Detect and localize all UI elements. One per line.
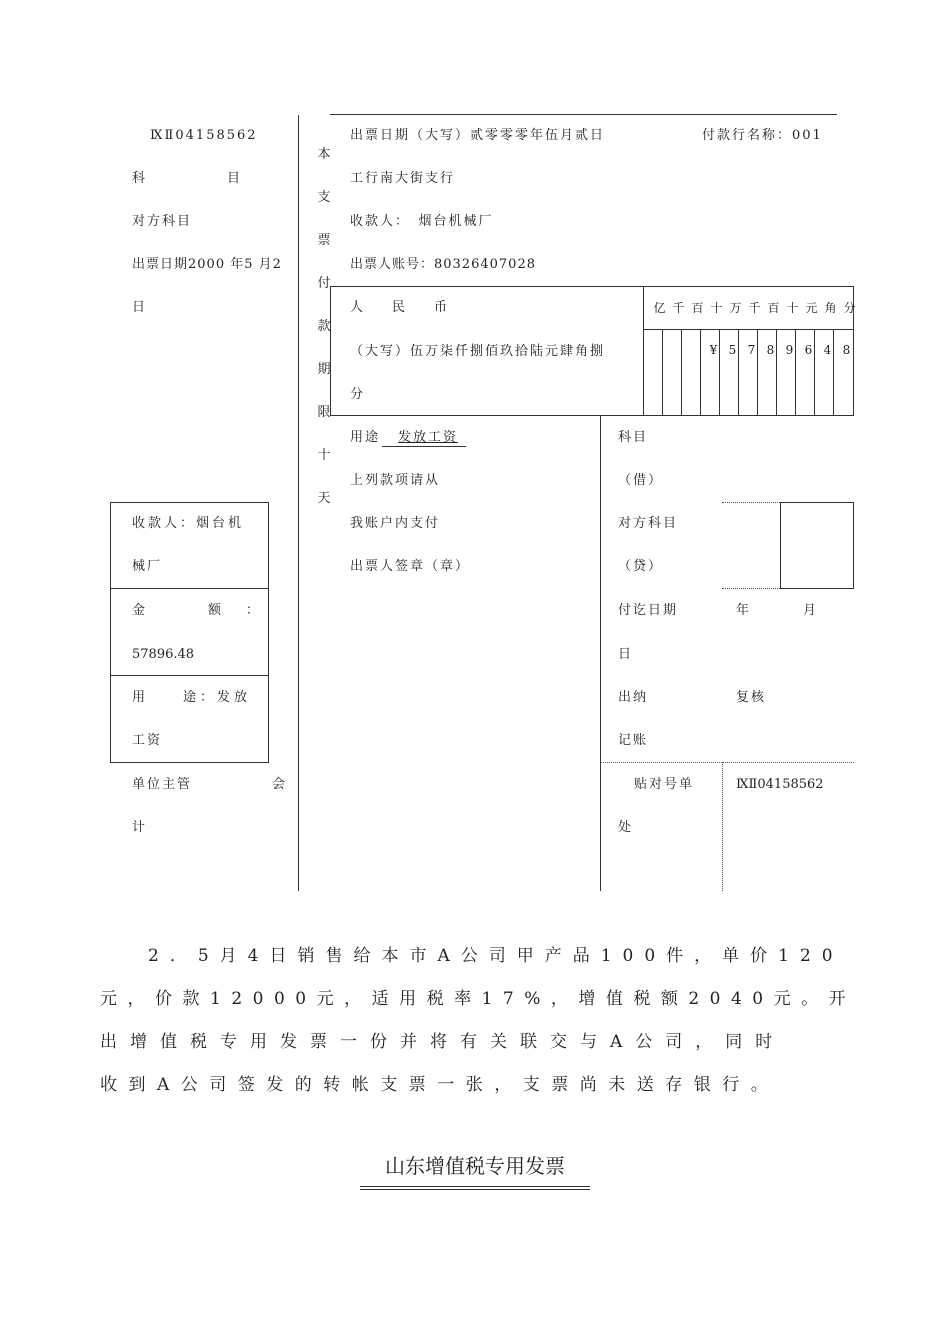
digit-header: 十 xyxy=(710,301,723,315)
dotted-line xyxy=(600,762,854,763)
paragraph-line: 收到A公司签发的转帐支票一张，支票尚未送存银行。 xyxy=(100,1075,780,1095)
purpose-value: 发放工资 xyxy=(398,430,459,445)
stub-amount-value: 57896.48 xyxy=(132,647,195,662)
cashier-label: 出纳 xyxy=(618,690,649,705)
vertical-text-char: 票 xyxy=(317,233,331,248)
title-underline xyxy=(360,1186,590,1187)
pay-instruction: 上列款项请从 xyxy=(350,473,441,488)
stub-payee-cont: 械厂 xyxy=(132,559,163,574)
counter-subject-label: 对方科目 xyxy=(618,516,679,531)
vertical-text-char: 付 xyxy=(317,276,331,291)
stub-accountant: 会 xyxy=(272,777,288,792)
digit-value: ¥ xyxy=(709,343,718,357)
digit-header: 元 xyxy=(805,301,818,315)
vertical-text-char: 十 xyxy=(317,448,331,463)
purpose-label: 用途 xyxy=(350,430,381,445)
digit-value: 4 xyxy=(823,343,832,357)
digit-value: 8 xyxy=(842,343,851,357)
digit-header: 千 xyxy=(748,301,761,315)
digit-value: 5 xyxy=(728,343,737,357)
bank-name: 工行南大街支行 xyxy=(350,171,456,186)
drawer-signature: 出票人签章（章） xyxy=(350,559,471,574)
subject-label: 科目 xyxy=(618,430,649,445)
stub-subject-label: 科 目 xyxy=(132,171,247,186)
cheque-date-uppercase: 出票日期（大写）贰零零零年伍月贰日 xyxy=(350,128,606,143)
cheque-payee: 收款人： 烟台机械厂 xyxy=(350,214,494,229)
purpose-underline xyxy=(382,446,466,447)
amount-in-words-cont: 分 xyxy=(350,387,366,402)
dotted-line xyxy=(722,588,780,589)
stub-accountant-cont: 计 xyxy=(132,820,148,835)
digit-header: 百 xyxy=(691,301,704,315)
stub-counter-subject-label: 对方科目 xyxy=(132,214,193,229)
stub-issue-date-day: 日 xyxy=(132,300,148,315)
stub-code: ⅨⅡ04158562 xyxy=(150,128,258,143)
cheque-code: ⅨⅡ04158562 xyxy=(736,777,824,792)
paid-year-label: 年 xyxy=(736,603,752,618)
stub-separator-line xyxy=(298,115,299,891)
digit-grid-line xyxy=(662,329,663,416)
stub-supervisor: 单位主管 xyxy=(132,777,193,792)
digit-header: 角 xyxy=(824,301,837,315)
pay-instruction-cont: 我账户内支付 xyxy=(350,516,441,531)
stub-divider xyxy=(110,675,269,676)
paragraph-line: 出增值税专用发票一份并将有关联交与A公司，同时 xyxy=(100,1032,786,1052)
paragraph-line: 2．5月4日销售给本市A公司甲产品100件，单价120 xyxy=(148,946,844,966)
review-label: 复核 xyxy=(736,690,767,705)
digit-value: 8 xyxy=(766,343,775,357)
cheque-top-rule xyxy=(330,114,837,115)
bookkeeping-label: 记账 xyxy=(618,733,649,748)
paid-day-label: 日 xyxy=(618,647,634,662)
digit-value: 9 xyxy=(785,343,794,357)
paid-month-label: 月 xyxy=(803,603,819,618)
stub-purpose: 用 途：发放 xyxy=(132,690,252,705)
dotted-line xyxy=(722,762,723,891)
debit-label: （借） xyxy=(618,473,664,488)
stub-payee: 收款人：烟台机 xyxy=(132,516,245,531)
vertical-text-char: 天 xyxy=(317,491,331,506)
digit-header: 百 xyxy=(767,301,780,315)
digit-header: 十 xyxy=(786,301,799,315)
stub-amount-label: 金 额 ： xyxy=(132,603,266,618)
digit-grid-line xyxy=(681,329,682,416)
stub-purpose-cont: 工资 xyxy=(132,733,163,748)
amount-in-words: （大写）伍万柒仟捌佰玖拾陆元肆角捌 xyxy=(350,344,606,359)
right-section-divider xyxy=(600,416,601,891)
invoice-title: 山东增值税专用发票 xyxy=(385,1154,565,1178)
stub-payee-box xyxy=(110,502,269,763)
digit-grid-line xyxy=(700,329,701,416)
vertical-text-char: 款 xyxy=(317,319,331,334)
digit-header: 千 xyxy=(672,301,685,315)
vertical-text-char: 期 xyxy=(317,362,331,377)
vertical-text-char: 限 xyxy=(317,405,331,420)
digit-header: 万 xyxy=(729,301,742,315)
digit-value: 7 xyxy=(747,343,756,357)
stub-divider xyxy=(110,588,269,589)
rmb-label: 人 民 币 xyxy=(350,300,456,315)
payer-bank-label: 付款行名称：001 xyxy=(702,128,823,143)
title-underline xyxy=(360,1189,590,1190)
digit-grid-header-line xyxy=(643,329,854,330)
paid-date-label: 付讫日期 xyxy=(618,603,679,618)
vertical-text-char: 本 xyxy=(317,147,331,162)
stick-area-label: 贴对号单 xyxy=(634,777,695,792)
digit-header: 亿 xyxy=(653,301,666,315)
vertical-text-char: 支 xyxy=(317,190,331,205)
dotted-line xyxy=(722,502,780,503)
stub-issue-date: 出票日期2000 年5 月2 xyxy=(132,257,282,272)
digit-header: 分 xyxy=(843,301,856,315)
credit-label: （贷） xyxy=(618,559,664,574)
drawer-account: 出票人账号：80326407028 xyxy=(350,257,536,272)
stamp-box xyxy=(780,502,854,589)
stick-area-label-cont: 处 xyxy=(618,820,634,835)
digit-value: 6 xyxy=(804,343,813,357)
paragraph-line: 元，价款12000元，适用税率17%，增值税额2040元。开 xyxy=(100,989,857,1009)
